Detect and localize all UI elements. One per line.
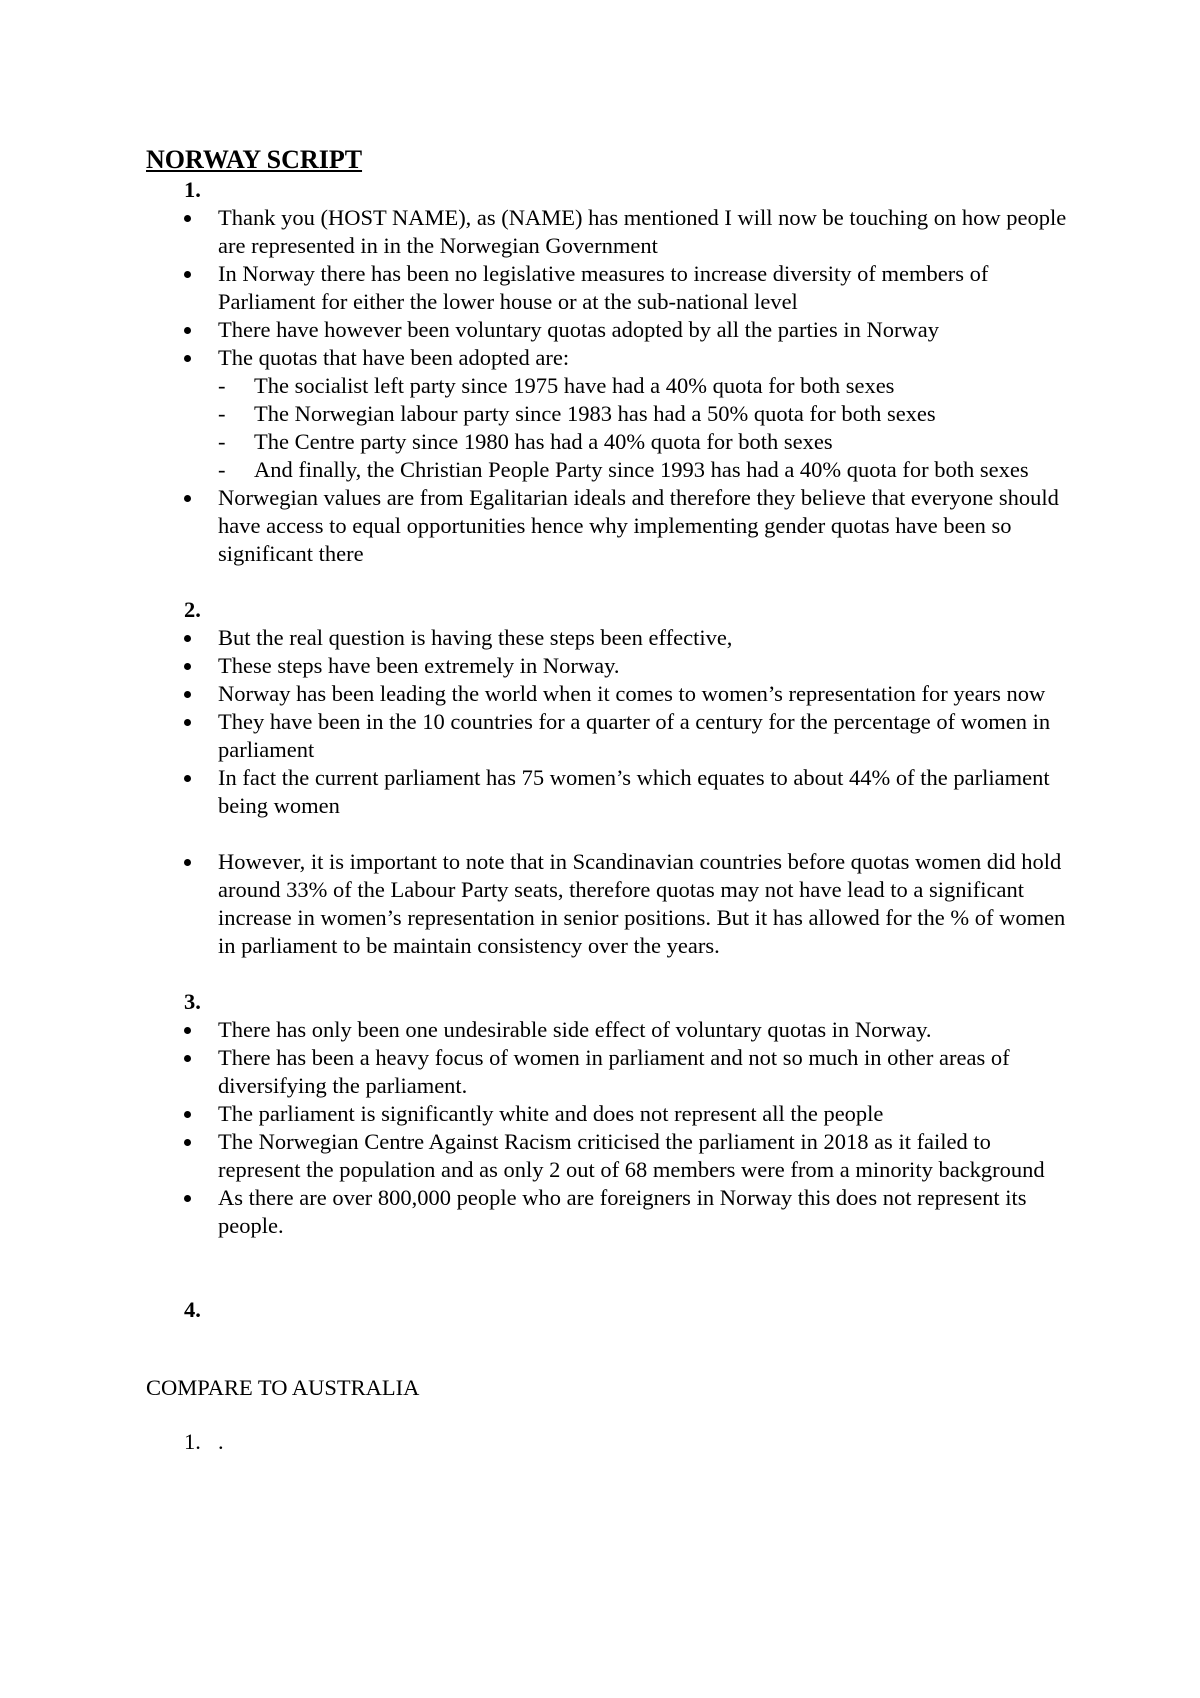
list-item: In Norway there has been no legislative measures to increase diversity of members of Parliament for either the lower house or at the sub-national level xyxy=(146,260,1076,316)
bullet-icon xyxy=(184,495,191,502)
section-2-list-continued xyxy=(146,848,1076,960)
spacer xyxy=(146,820,1076,848)
document-page xyxy=(146,140,1076,1456)
list-item: The quotas that have been adopted are: xyxy=(146,344,1076,372)
spacer xyxy=(146,568,1076,596)
list-item: Thank you (HOST NAME), as (NAME) has mentioned I will now be touching on how people are represented in in the Norwegian Government xyxy=(146,204,1076,260)
list-item: There have however been voluntary quotas adopted by all the parties in Norway xyxy=(146,316,1076,344)
bullet-icon xyxy=(184,1027,191,1034)
bullet-icon xyxy=(184,1195,191,1202)
bullet-icon xyxy=(184,859,191,866)
list-item: These steps have been extremely in Norway. xyxy=(146,652,1076,680)
list-item: There has only been one undesirable side effect of voluntary quotas in Norway. xyxy=(146,1016,1076,1044)
bullet-icon xyxy=(184,635,191,642)
list-item: The parliament is significantly white and does not represent all the people xyxy=(146,1100,1076,1128)
bullet-icon xyxy=(184,719,191,726)
bullet-icon xyxy=(184,327,191,334)
bullet-icon xyxy=(184,1055,191,1062)
compare-list-item xyxy=(146,1428,1076,1456)
compare-heading: COMPARE TO AUSTRALIA xyxy=(146,1375,420,1400)
bullet-icon xyxy=(184,691,191,698)
section-3-number: 3. xyxy=(184,989,201,1014)
list-item: They have been in the 10 countries for a quarter of a century for the percentage of women in parliament xyxy=(146,708,1076,764)
section-1-list xyxy=(146,204,1076,372)
bullet-icon xyxy=(184,663,191,670)
list-item: As there are over 800,000 people who are foreigners in Norway this does not represent its people. xyxy=(146,1184,1076,1240)
bullet-icon xyxy=(184,775,191,782)
quota-sublist xyxy=(146,372,1076,484)
list-item: But the real question is having these steps been effective, xyxy=(146,624,1076,652)
section-4-number: 4. xyxy=(184,1297,201,1322)
dash-icon: - xyxy=(218,429,226,454)
list-item: However, it is important to note that in Scandinavian countries before quotas women did hold around 33% of the Labour Party seats, therefore quotas may not have lead to a significant increase in women’s representation in senior positions. But it has allowed for the % of women in parliament to be maintain consistency over the years. xyxy=(146,848,1076,960)
compare-item-number: 1. xyxy=(184,1429,201,1454)
section-2-number: 2. xyxy=(184,597,201,622)
bullet-icon xyxy=(184,1111,191,1118)
document-title: NORWAY SCRIPT xyxy=(146,145,363,174)
sub-list-item: - And finally, the Christian People Party since 1993 has had a 40% quota for both sexes xyxy=(218,457,1029,482)
sub-list-item: - The socialist left party since 1975 have had a 40% quota for both sexes xyxy=(218,373,895,398)
bullet-icon xyxy=(184,355,191,362)
dash-icon: - xyxy=(218,401,226,426)
section-2-list xyxy=(146,624,1076,820)
list-item: Norwegian values are from Egalitarian ideals and therefore they believe that everyone should have access to equal opportunities hence why implementing gender quotas have been so significant there xyxy=(146,484,1076,568)
section-1-list-continued xyxy=(146,484,1076,568)
list-item: There has been a heavy focus of women in parliament and not so much in other areas of diversifying the parliament. xyxy=(146,1044,1076,1100)
compare-item-text: . xyxy=(218,1429,224,1454)
list-item: Norway has been leading the world when it comes to women’s representation for years now xyxy=(146,680,1076,708)
bullet-icon xyxy=(184,271,191,278)
list-item: The Norwegian Centre Against Racism criticised the parliament in 2018 as it failed to represent the population and as only 2 out of 68 members were from a minority background xyxy=(146,1128,1076,1184)
spacer xyxy=(146,960,1076,988)
bullet-icon xyxy=(184,1139,191,1146)
sub-list-item: - The Centre party since 1980 has had a 40% quota for both sexes xyxy=(218,429,833,454)
bullet-icon xyxy=(184,215,191,222)
section-3-list xyxy=(146,1016,1076,1240)
dash-icon: - xyxy=(218,373,226,398)
section-1-number: 1. xyxy=(184,177,201,202)
list-item: In fact the current parliament has 75 women’s which equates to about 44% of the parliament being women xyxy=(146,764,1076,820)
spacer xyxy=(146,1240,1076,1296)
sub-list-item: - The Norwegian labour party since 1983 has had a 50% quota for both sexes xyxy=(218,401,936,426)
dash-icon: - xyxy=(218,457,226,482)
